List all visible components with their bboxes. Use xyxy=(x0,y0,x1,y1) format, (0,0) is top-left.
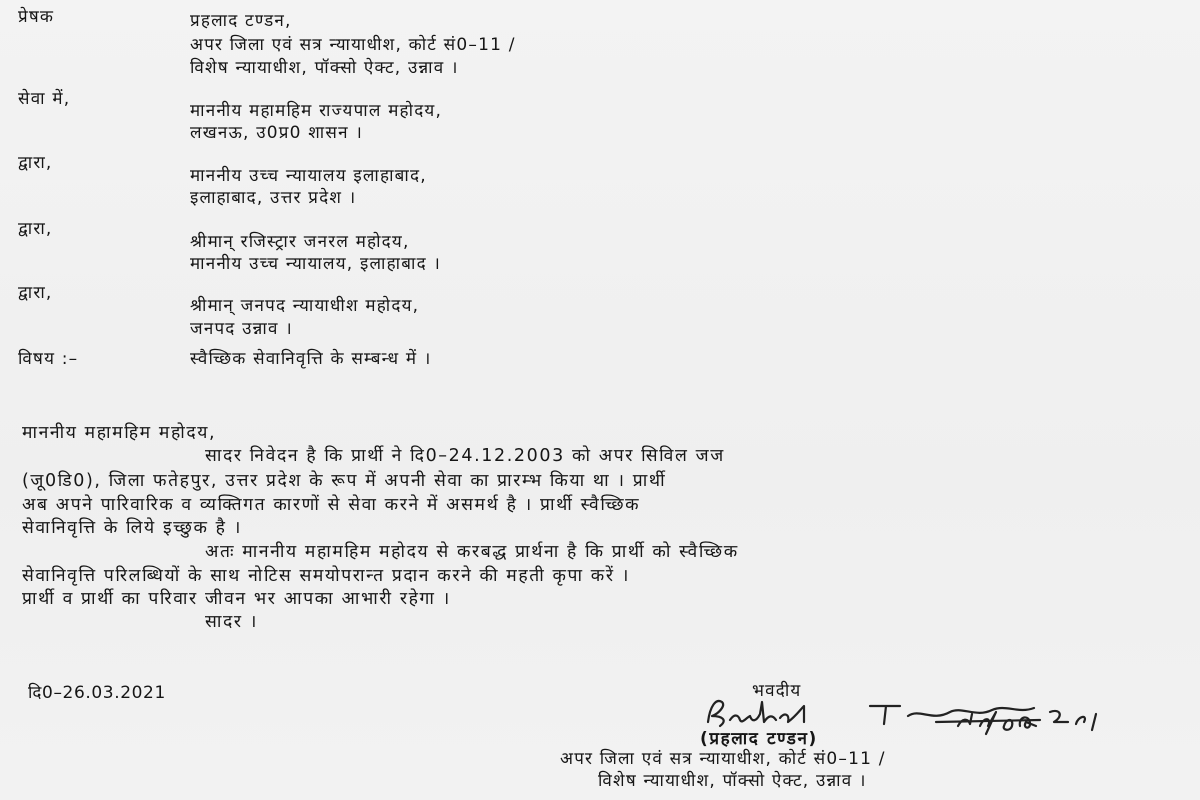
subject-text: स्वैच्छिक सेवानिवृत्ति के सम्बन्ध में । xyxy=(190,349,432,369)
signatory-name: (प्रहलाद टण्डन) xyxy=(700,729,818,749)
via-3-line-1: श्रीमान् जनपद न्यायाधीश महोदय, xyxy=(190,296,420,316)
signatory-court: विशेष न्यायाधीश, पॉक्सो ऐक्ट, उन्नाव । xyxy=(598,771,867,791)
sender-court: विशेष न्यायाधीश, पॉक्सो ऐक्ट, उन्नाव । xyxy=(190,58,459,78)
signatory-designation: अपर जिला एवं सत्र न्यायाधीश, कोर्ट सं0–11 / xyxy=(560,749,886,769)
body-line-7: प्रार्थी व प्रार्थी का परिवार जीवन भर आपका आभारी रहेगा । xyxy=(22,589,451,609)
valediction: भवदीय xyxy=(752,681,802,701)
via-1-line-1: माननीय उच्च न्यायालय इलाहाबाद, xyxy=(190,166,427,186)
body-line-4: सेवानिवृत्ति के लिये इच्छुक है । xyxy=(22,518,242,538)
body-line-2: (जू0डि0), जिला फतेहपुर, उत्तर प्रदेश के रूप में अपनी सेवा का प्रारम्भ किया था । प्रार्थी xyxy=(22,471,667,491)
body-line-1: सादर निवेदन है कि प्रार्थी ने दि0–24.12.2003 को अपर सिविल जज xyxy=(205,446,725,466)
via-2-line-1: श्रीमान् रजिस्ट्रार जनरल महोदय, xyxy=(190,232,410,252)
body-line-6: सेवानिवृत्ति परिलब्धियों के साथ नोटिस समयोपरान्त प्रदान करने की महती कृपा करें । xyxy=(22,566,630,586)
sender-name: प्रहलाद टण्डन, xyxy=(190,11,292,31)
via-2-line-2: माननीय उच्च न्यायालय, इलाहाबाद । xyxy=(190,254,442,274)
closing-sadar: सादर । xyxy=(205,612,259,632)
sender-designation: अपर जिला एवं सत्र न्यायाधीश, कोर्ट सं0–11 / xyxy=(190,35,516,55)
via-label: द्वारा, xyxy=(18,153,53,173)
letter-date: दि0–26.03.2021 xyxy=(28,683,166,703)
via-label: द्वारा, xyxy=(18,219,53,239)
via-3-line-2: जनपद उन्नाव । xyxy=(190,319,293,339)
recipient-line-2: लखनऊ, उ0प्र0 शासन । xyxy=(190,123,363,143)
subject-label: विषय :– xyxy=(18,349,79,369)
recipient-label: सेवा में, xyxy=(18,89,71,109)
via-label: द्वारा, xyxy=(18,283,53,303)
salutation: माननीय महामहिम महोदय, xyxy=(22,423,217,443)
via-1-line-2: इलाहाबाद, उत्तर प्रदेश । xyxy=(190,188,357,208)
sender-label: प्रेषक xyxy=(18,7,55,27)
recipient-line-1: माननीय महामहिम राज्यपाल महोदय, xyxy=(190,101,443,121)
body-line-3: अब अपने पारिवारिक व व्यक्तिगत कारणों से सेवा करने में असमर्थ है । प्रार्थी स्वैच्छिक xyxy=(22,495,641,515)
body-line-5: अतः माननीय महामहिम महोदय से करबद्ध प्रार्थना है कि प्रार्थी को स्वैच्छिक xyxy=(205,542,739,562)
